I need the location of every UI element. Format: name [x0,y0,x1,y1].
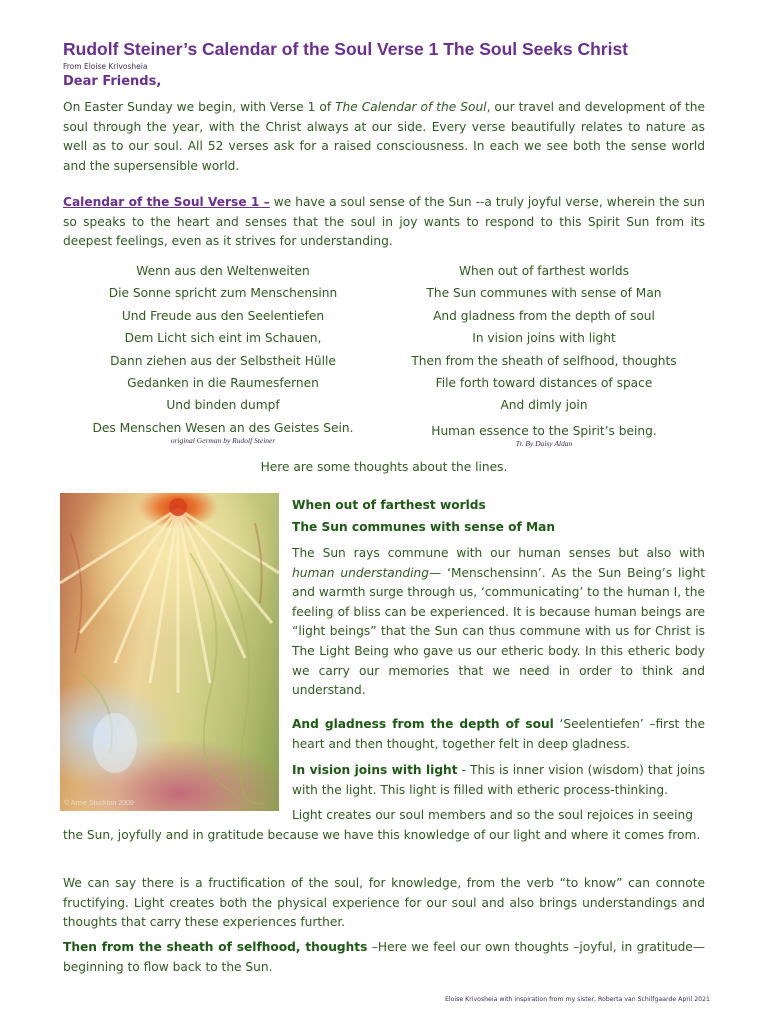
p3-text: - This is inner vision (wisdom) that joins with the light. This light is filled with etheric process-thinking. [292,763,705,797]
painting-signature: © Anne Stockton 2009 [64,800,134,807]
english-line: In vision joins with light [472,331,616,346]
intro-text-after: , our travel and development of the soul through the year, with the Christ always at our side. Every verse beautifully relates to nature as well as to our soul. All 52 verses ask for a raised consciousness. In each we see both the sense world and the supersensible world. [63,100,705,173]
p2-highlight: And gladness from the depth of soul [292,717,554,731]
verse-intro-lead: Calendar of the Soul Verse 1 – [63,195,270,209]
german-line: Die Sonne spricht zum Menschensinn [108,286,338,301]
author-line: From Eloise Krivosheia [63,62,148,71]
english-credit: Tr. By Daisy Aldan [515,439,573,449]
english-line: Human essence to the Spirit’s being. [431,423,657,438]
german-verse [63,260,383,446]
p1-text-b: — ‘Menschensinn’. As the Sun Being’s light and warmth surge through us, ‘communicating’ to the human I, the feeling of bliss can be experienced. It is because human beings are “light beings” that the Sun can thus commune with us for Christ is The Light Being who gave us our etheric body. In this etheric body we carry our memories that we need in order to think and understand. [292,565,705,698]
commentary-paragraph-6 [63,938,705,977]
painting-rays [60,493,279,811]
commentary-heading-1: When out of farthest worlds [292,498,486,512]
english-line: And gladness from the depth of soul [433,308,655,323]
english-line: The Sun communes with sense of Man [426,286,662,301]
german-line: Gedanken in die Raumesfernen [127,375,319,390]
verse-intro-paragraph [63,193,705,252]
german-credit: original German by Rudolf Steiner [170,436,276,446]
english-line: Then from the sheath of selfhood, thoughts [411,353,677,368]
english-verse [384,260,704,449]
commentary-paragraph-4-rest: the Sun, joyfully and in gratitude because we have this knowledge of our light and where it comes from. [63,828,701,842]
german-line: Dann ziehen aus der Selbstheit Hülle [110,353,336,368]
german-line: Des Menschen Wesen an des Geistes Sein. [92,420,354,435]
english-line: When out of farthest worlds [458,264,629,278]
german-line: Dem Licht sich eint im Schauen, [124,331,322,346]
commentary-paragraph-2 [292,715,705,754]
german-line: Und Freude aus den Seelentiefen [121,308,325,323]
sun-painting [60,493,279,811]
greeting: Dear Friends, [63,74,162,89]
thoughts-intro: Here are some thoughts about the lines. [260,460,508,474]
p2-text: ‘Seelentiefen’ –first the heart and then thought, together felt in deep gladness. [292,717,705,751]
verse-intro-text: we have a soul sense of the Sun --a truly joyful verse, wherein the sun so speaks to the heart and senses that the soul in joy wants to respond to this Spirit Sun from its deepest feelings, even as it strives for understanding. [63,195,705,249]
page-title: Rudolf Steiner’s Calendar of the Soul Verse 1 The Soul Seeks Christ [63,39,629,59]
german-line: Und binden dumpf [166,398,280,413]
p6-highlight: Then from the sheath of selfhood, thoughts [63,940,368,954]
commentary-paragraph-5: We can say there is a fructification of the soul, for knowledge, from the verb “to know” can connote fructifying. Light creates both the physical experience for our soul and also brings understandings and thoughts that carry these experiences further. [63,876,705,930]
commentary-heading-2: The Sun communes with sense of Man [292,520,556,534]
intro-paragraph [63,98,705,176]
german-line: Wenn aus den Weltenweiten [136,264,310,278]
p6-text: –Here we feel our own thoughts –joyful, in gratitude—beginning to flow back to the Sun. [63,940,705,974]
commentary-paragraph-1 [292,544,705,701]
p1-text-a: The Sun rays commune with our human senses but also with [292,546,705,560]
english-line: And dimly join [500,398,588,413]
footer-credit: Eloise Krivosheia with inspiration from my sister, Roberta van Schilfgaarde April 2021 [445,996,710,1003]
p3-highlight: In vision joins with light [292,763,458,777]
p1-emphasis: human understanding [292,565,430,580]
commentary-paragraph-3 [292,761,705,800]
intro-text-before: On Easter Sunday we begin, with Verse 1 of [63,100,336,114]
book-title: The Calendar of the Soul [335,100,487,114]
english-line: File forth toward distances of space [435,375,653,390]
commentary-paragraph-4-start: Light creates our soul members and so the soul rejoices in seeing [292,808,693,822]
